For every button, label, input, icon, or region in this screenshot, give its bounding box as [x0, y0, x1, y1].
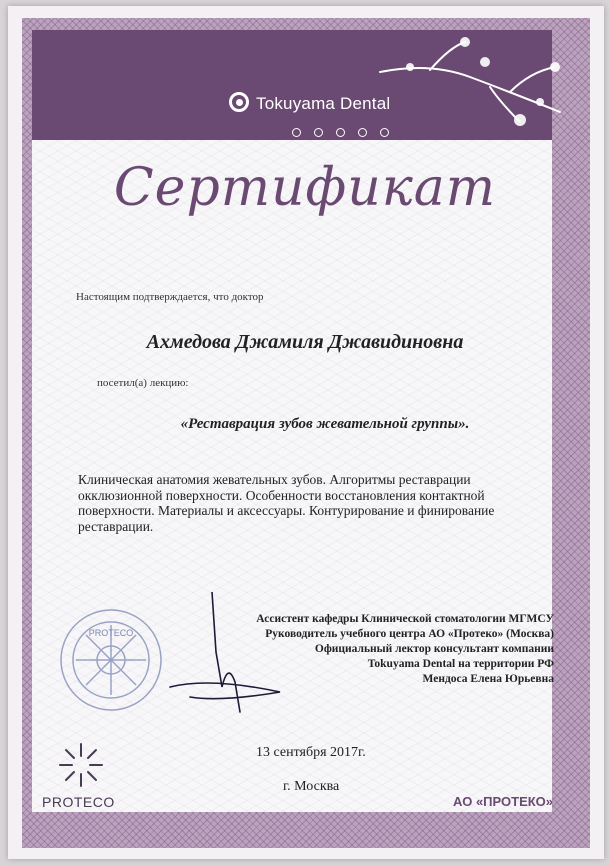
signatory-line: Ассистент кафедры Клинической стоматологии МГМСУ	[256, 613, 554, 625]
lecture-description: Клиническая анатомия жевательных зубов. Алгоритмы реставрации окклюзионной поверхности. Особенности восстановления контактной поверхности. Материалы и аксессуары. Контурирование и финирование реставрации.	[78, 472, 495, 534]
proteco-logo-text: PROTECO	[42, 794, 115, 810]
brand-name: Tokuyama Dental	[256, 94, 391, 113]
dot-icon	[314, 128, 323, 137]
decorative-dots	[292, 128, 389, 137]
dot-icon	[358, 128, 367, 137]
signatory-line: Tokuyama Dental на территории РФ	[367, 658, 554, 670]
signatory-line: Руководитель учебного центра АО «Протеко» (Москва)	[265, 628, 554, 640]
certificate-title: Сертификат	[113, 158, 497, 218]
proteco-logo-icon	[56, 740, 106, 790]
attended-text: посетил(а) лекцию:	[97, 377, 189, 389]
dot-icon	[336, 128, 345, 137]
recipient-name: Ахмедова Джамиля Джавидиновна	[146, 331, 464, 353]
handwritten-signature	[150, 592, 290, 722]
intro-text: Настоящим подтверждается, что доктор	[76, 291, 264, 303]
dot-icon	[380, 128, 389, 137]
company-name: АО «ПРОТЕКО»	[453, 794, 554, 809]
lecture-title: «Реставрация зубов жевательной группы».	[180, 416, 470, 432]
blossom-branch-icon	[370, 32, 570, 132]
svg-text:PROTECO: PROTECO	[88, 628, 134, 638]
certificate-city: г. Москва	[283, 779, 340, 794]
signatory-line: Официальный лектор консультант компании	[314, 643, 554, 655]
tokuyama-logo-icon	[229, 92, 249, 112]
dot-icon	[292, 128, 301, 137]
certificate-date: 13 сентября 2017г.	[256, 745, 366, 760]
signatory-name: Мендоса Елена Юрьевна	[422, 673, 554, 685]
